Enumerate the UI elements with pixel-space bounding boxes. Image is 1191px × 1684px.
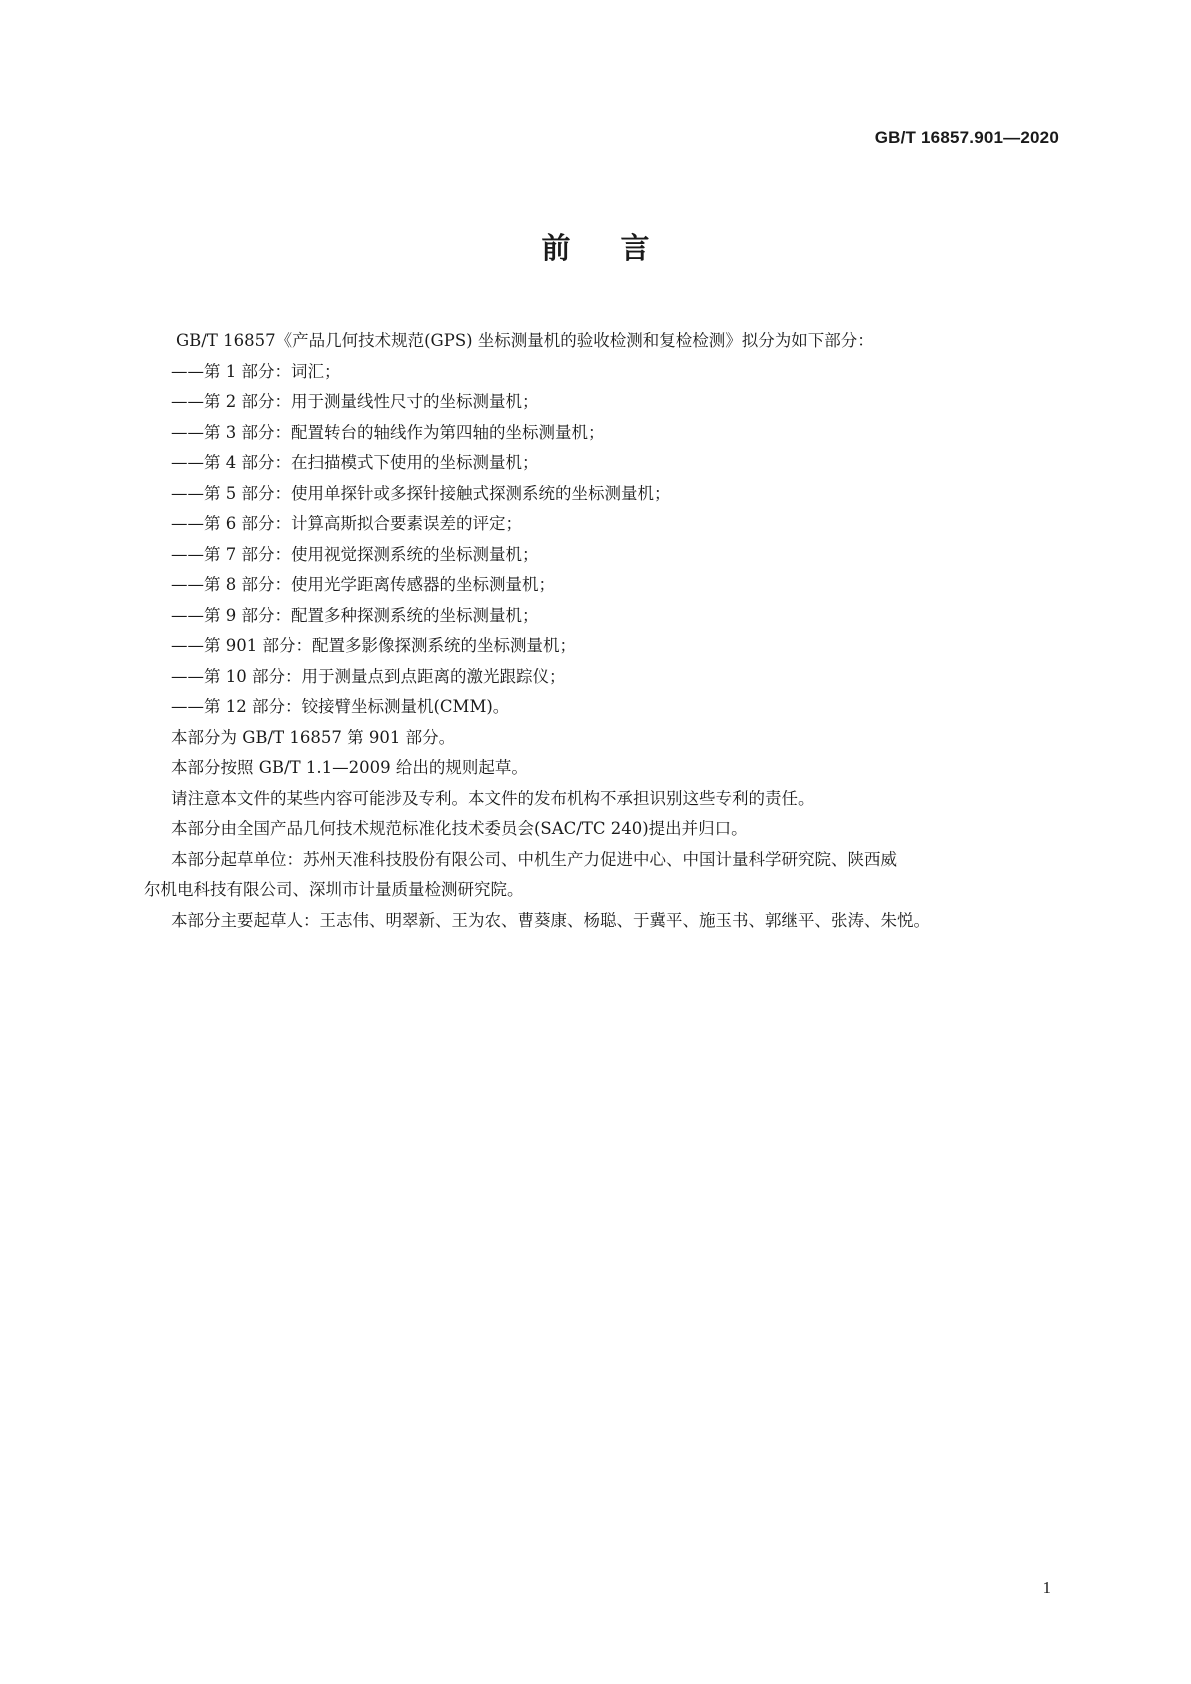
drafting-rules-paragraph: 本部分按照 GB/T 1.1—2009 给出的规则起草。	[171, 758, 528, 777]
document-body	[144, 326, 1051, 936]
patent-notice-paragraph: 请注意本文件的某些内容可能涉及专利。本文件的发布机构不承担识别这些专利的责任。	[171, 788, 815, 808]
standard-number: GB/T 16857.901—2020	[874, 128, 1059, 147]
list-item: ——第 4 部分：在扫描模式下使用的坐标测量机；	[171, 453, 539, 472]
list-item: ——第 8 部分：使用光学距离传感器的坐标测量机；	[171, 575, 555, 594]
list-item: ——第 6 部分：计算高斯拟合要素误差的评定；	[171, 514, 522, 533]
list-item: ——第 2 部分：用于测量线性尺寸的坐标测量机；	[171, 392, 539, 411]
parts-list	[171, 357, 1051, 723]
list-item: ——第 901 部分：配置多影像探测系统的坐标测量机；	[171, 636, 576, 655]
drafting-units-line-2: 尔机电科技有限公司、深圳市计量质量检测研究院。	[144, 880, 524, 899]
drafters-paragraph: 本部分主要起草人：王志伟、明翠新、王为农、曹葵康、杨聪、于冀平、施玉书、郭继平、张涛、朱悦。	[171, 910, 930, 930]
intro-paragraph: GB/T 16857《产品几何技术规范(GPS) 坐标测量机的验收检测和复检检测》拟分为如下部分：	[176, 331, 874, 350]
list-item: ——第 3 部分：配置转台的轴线作为第四轴的坐标测量机；	[171, 422, 605, 442]
page-number: 1	[1042, 1578, 1051, 1597]
list-item: ——第 5 部分：使用单探针或多探针接触式探测系统的坐标测量机；	[171, 483, 671, 503]
list-item: ——第 7 部分：使用视觉探测系统的坐标测量机；	[171, 544, 539, 564]
list-item: ——第 10 部分：用于测量点到点距离的激光跟踪仪；	[171, 666, 566, 686]
list-item: ——第 9 部分：配置多种探测系统的坐标测量机；	[171, 605, 539, 625]
list-item: ——第 1 部分：词汇；	[171, 361, 341, 381]
proposed-by-paragraph: 本部分由全国产品几何技术规范标准化技术委员会(SAC/TC 240)提出并归口。	[171, 819, 748, 838]
list-item: ——第 12 部分：铰接臂坐标测量机(CMM)。	[171, 697, 510, 716]
scope-paragraph: 本部分为 GB/T 16857 第 901 部分。	[171, 727, 456, 747]
drafting-units-line-1: 本部分起草单位：苏州天准科技股份有限公司、中机生产力促进中心、中国计量科学研究院、陕西威	[171, 849, 897, 869]
page-title: 前言	[541, 231, 700, 265]
